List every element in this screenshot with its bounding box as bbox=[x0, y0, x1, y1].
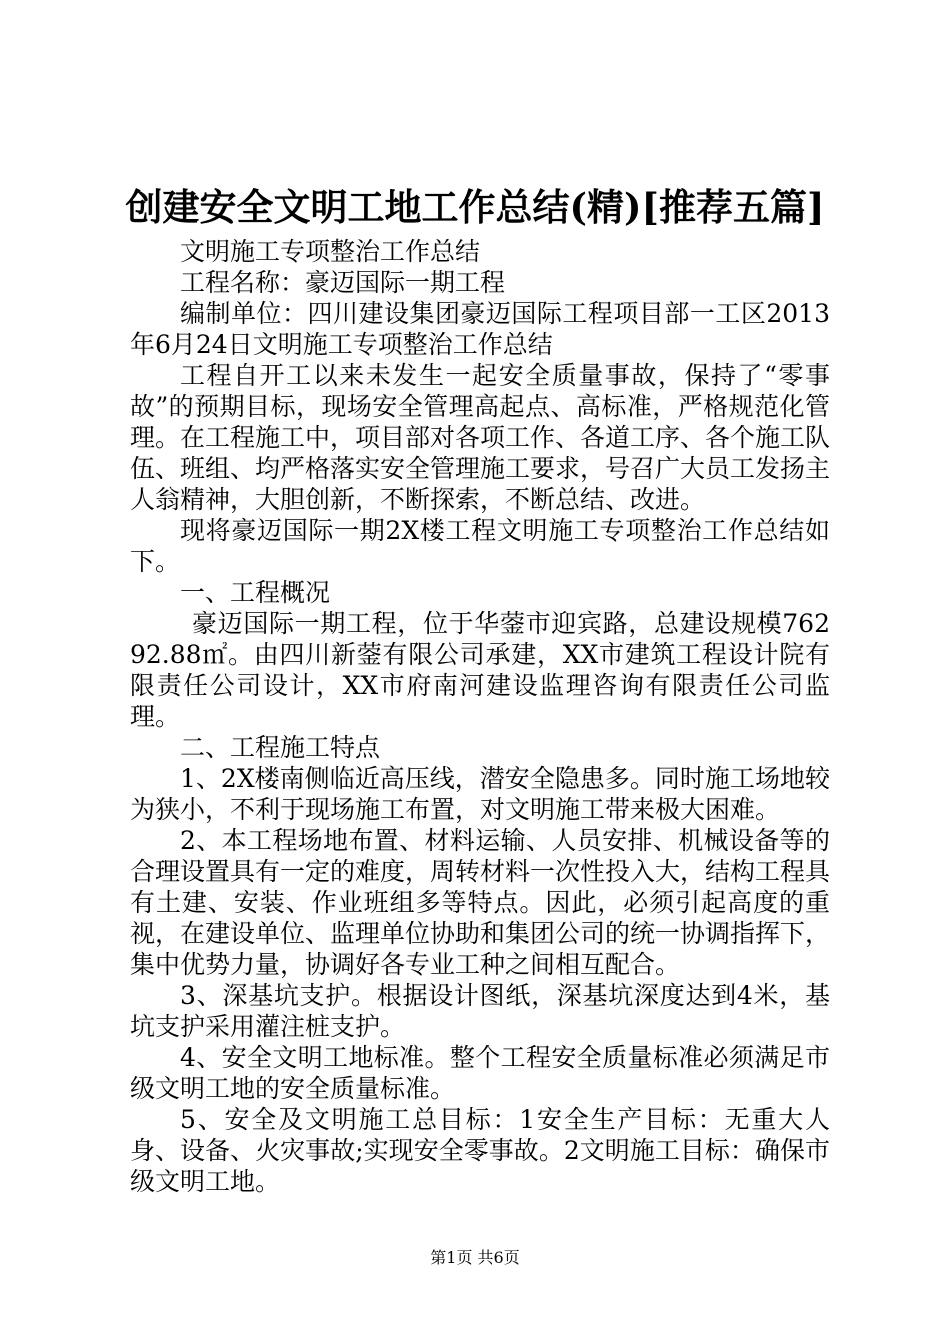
paragraph-overview: 豪迈国际一期工程，位于华蓥市迎宾路，总建设规模76292.88㎡。由四川新蓥有限公司承建，XX市建筑工程设计院有限责任公司设计，XX市府南河建设监理咨询有限责任公司监理。 bbox=[130, 609, 830, 731]
document-body bbox=[130, 236, 830, 1197]
page-number: 第1页 共6页 bbox=[430, 1248, 520, 1267]
paragraph-compiler: 编制单位：四川建设集团豪迈国际工程项目部一工区2013年6月24日文明施工专项整治工作总结 bbox=[130, 299, 830, 359]
section-heading-features: 二、工程施工特点 bbox=[180, 733, 381, 762]
paragraph-subtitle: 文明施工专项整治工作总结 bbox=[180, 237, 481, 266]
paragraph-project-name: 工程名称：豪迈国际一期工程 bbox=[180, 268, 506, 297]
list-item: 3、深基坑支护。根据设计图纸，深基坑深度达到4米，基坑支护采用灌注桩支护。 bbox=[130, 981, 830, 1041]
list-item: 1、2X楼南侧临近高压线，潜安全隐患多。同时施工场地较为狭小，不利于现场施工布置，对文明施工带来极大困难。 bbox=[130, 764, 830, 824]
section-heading-overview: 一、工程概况 bbox=[180, 578, 331, 607]
list-item: 5、安全及文明施工总目标：1安全生产目标：无重大人身、设备、火灾事故;实现安全零事故。2文明施工目标：确保市级文明工地。 bbox=[130, 1105, 830, 1196]
paragraph-intro: 工程自开工以来未发生一起安全质量事故，保持了“零事故”的预期目标，现场安全管理高起点、高标准，严格规范化管理。在工程施工中，项目部对各项工作、各道工序、各个施工队伍、班组、均严格落实安全管理施工要求，号召广大员工发扬主人翁精神，大胆创新，不断探索，不断总结、改进。 bbox=[130, 361, 831, 514]
list-item: 2、本工程场地布置、材料运输、人员安排、机械设备等的合理设置具有一定的难度，周转材料一次性投入大，结构工程具有土建、安装、作业班组多等特点。因此，必须引起高度的重视，在建设单位、监理单位协助和集团公司的统一协调指挥下，集中优势力量，协调好各专业工种之间相互配合。 bbox=[130, 826, 831, 979]
document-title: 创建安全文明工地工作总结(精)[推荐五篇] bbox=[125, 185, 825, 229]
list-item: 4、安全文明工地标准。整个工程安全质量标准必须满足市级文明工地的安全质量标准。 bbox=[130, 1043, 830, 1103]
paragraph-summary-lead: 现将豪迈国际一期2X楼工程文明施工专项整治工作总结如下。 bbox=[130, 516, 830, 576]
